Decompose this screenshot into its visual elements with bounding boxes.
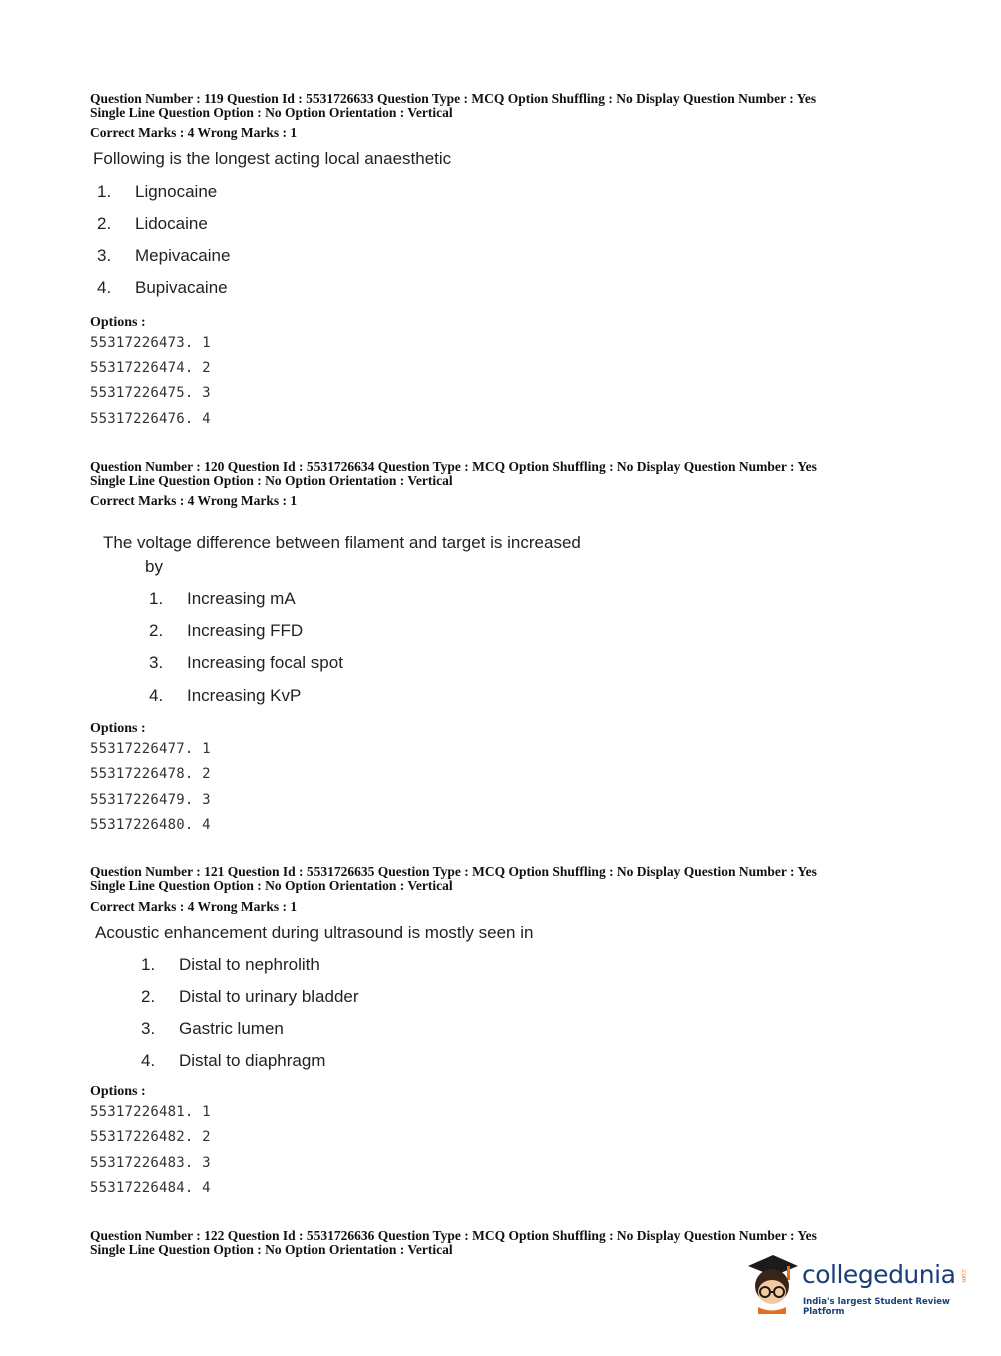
options-label: Options :: [90, 315, 146, 330]
choice-item: 1. Lignocaine: [97, 182, 218, 201]
question-stem: Acoustic enhancement during ultrasound is mostly seen in: [95, 923, 534, 942]
question-meta: Question Number : 122 Question Id : 5531726636 Question Type : MCQ Option Shuffling : No Display Question Number : Yes: [90, 1228, 817, 1243]
question-stem: Following is the longest acting local anaesthetic: [93, 149, 452, 168]
option-id: 55317226475. 3: [90, 385, 211, 401]
choice-item: 2. Distal to urinary bladder: [141, 987, 359, 1006]
question-marks: Correct Marks : 4 Wrong Marks : 1: [90, 125, 298, 140]
logo-wordmark: collegedunia: [802, 1260, 956, 1289]
question-orientation: Single Line Question Option : No Option Orientation : Vertical: [90, 878, 453, 893]
option-id: 55317226480. 4: [90, 817, 211, 833]
option-id: 55317226481. 1: [90, 1104, 211, 1120]
question-marks: Correct Marks : 4 Wrong Marks : 1: [90, 899, 298, 914]
choice-item: 2. Lidocaine: [97, 214, 208, 233]
choice-item: 4. Increasing KvP: [149, 686, 302, 705]
choice-item: 3. Gastric lumen: [141, 1019, 284, 1038]
logo-com: .com: [960, 1268, 967, 1283]
choice-item: 4. Distal to diaphragm: [141, 1051, 326, 1070]
question-orientation: Single Line Question Option : No Option Orientation : Vertical: [90, 473, 453, 488]
choice-item: 3. Increasing focal spot: [149, 653, 343, 672]
option-id: 55317226482. 2: [90, 1129, 211, 1145]
option-id: 55317226483. 3: [90, 1155, 211, 1171]
collegedunia-logo: [742, 1252, 972, 1322]
question-stem-continued: by: [145, 557, 163, 576]
question-meta: Question Number : 119 Question Id : 5531726633 Question Type : MCQ Option Shuffling : No Display Question Number : Yes: [90, 91, 817, 106]
logo-tagline: India's largest Student Review Platform: [803, 1297, 950, 1317]
option-id: 55317226484. 4: [90, 1180, 211, 1196]
option-id: 55317226478. 2: [90, 766, 211, 782]
option-id: 55317226476. 4: [90, 411, 211, 427]
option-id: 55317226474. 2: [90, 360, 211, 376]
options-label: Options :: [90, 721, 146, 736]
question-orientation: Single Line Question Option : No Option Orientation : Vertical: [90, 1242, 453, 1257]
option-id: 55317226473. 1: [90, 335, 211, 351]
question-meta: Question Number : 120 Question Id : 5531726634 Question Type : MCQ Option Shuffling : No Display Question Number : Yes: [90, 459, 817, 474]
question-orientation: Single Line Question Option : No Option Orientation : Vertical: [90, 105, 453, 120]
mascot-icon: [742, 1252, 804, 1314]
choice-item: 4. Bupivacaine: [97, 278, 228, 297]
choice-item: 3. Mepivacaine: [97, 246, 231, 265]
choice-item: 1. Distal to nephrolith: [141, 955, 320, 974]
question-meta: Question Number : 121 Question Id : 5531726635 Question Type : MCQ Option Shuffling : No Display Question Number : Yes: [90, 864, 817, 879]
question-marks: Correct Marks : 4 Wrong Marks : 1: [90, 493, 298, 508]
choice-item: 1. Increasing mA: [149, 589, 296, 608]
option-id: 55317226479. 3: [90, 792, 211, 808]
options-label: Options :: [90, 1084, 146, 1099]
option-id: 55317226477. 1: [90, 741, 211, 757]
question-stem: The voltage difference between filament and target is increased: [103, 533, 581, 552]
choice-item: 2. Increasing FFD: [149, 621, 304, 640]
